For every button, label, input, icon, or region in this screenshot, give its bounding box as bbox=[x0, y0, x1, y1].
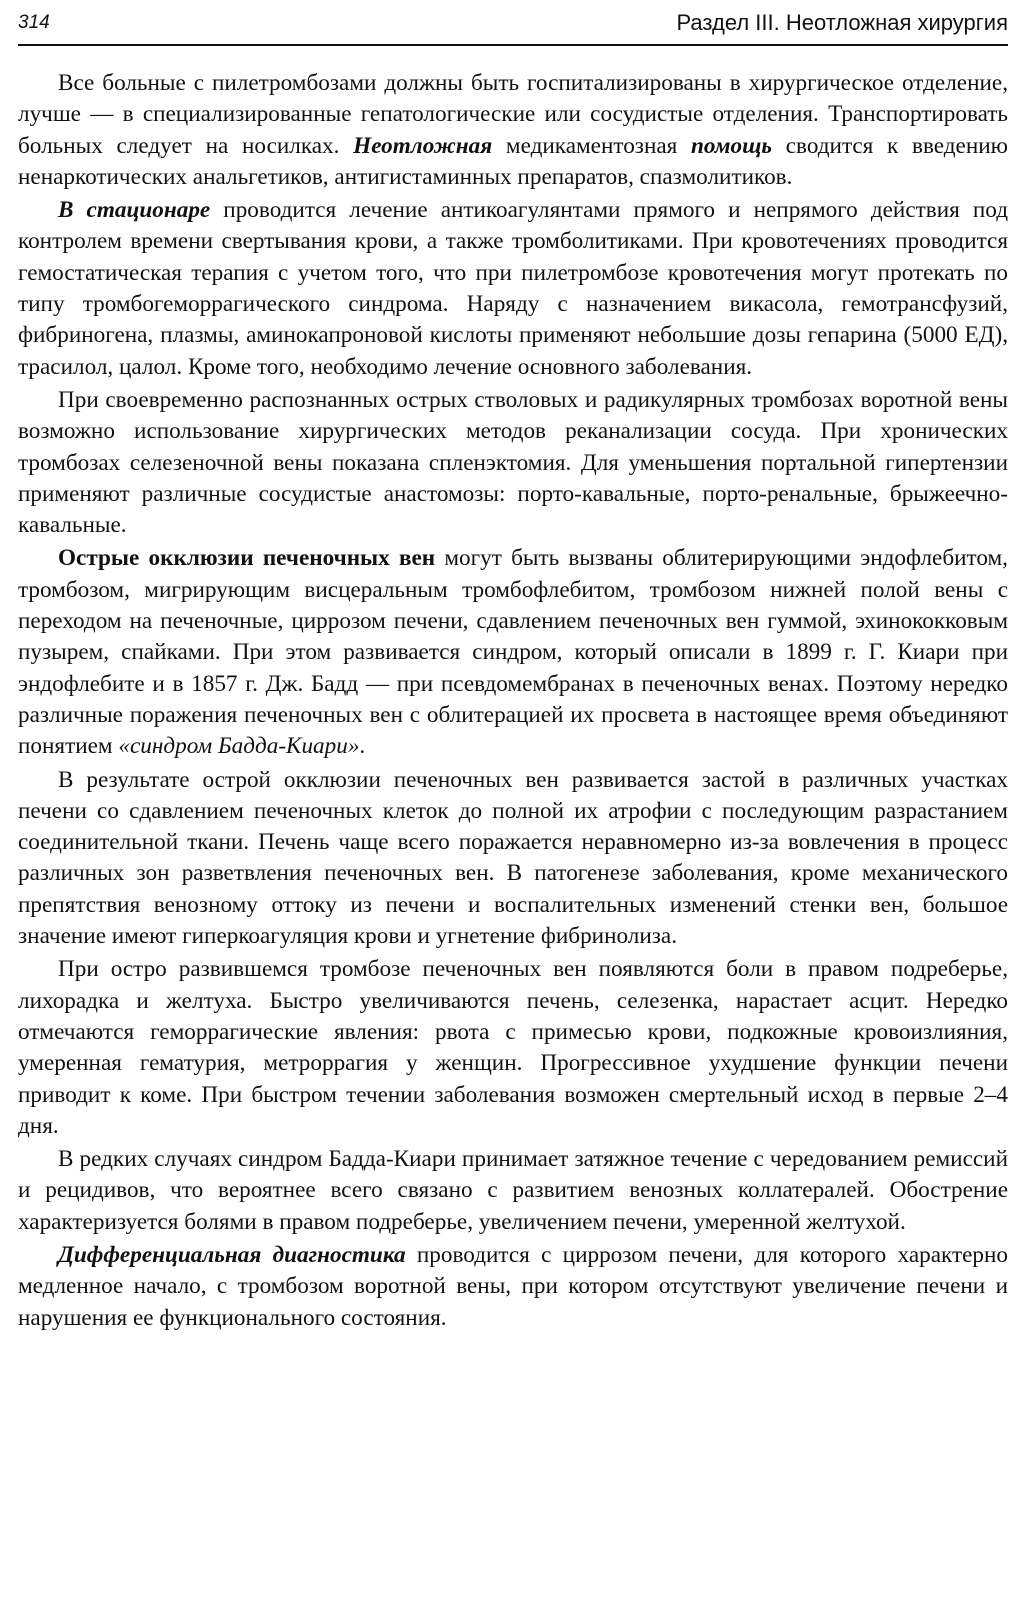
paragraph: Все больные с пилетромбозами должны быть госпитализированы в хирургическое отделение, лучше — в специализированные гепатологические или сосудистые отделения. Транспортировать больных следует на носилках. Неотложная медикаментозная помощь сводится к введению ненаркотических анальгетиков, антигистаминных препаратов, спазмолитиков. bbox=[18, 70, 1008, 190]
book-page bbox=[18, 0, 1008, 1600]
bold-term: Острые окклюзии печеночных вен bbox=[58, 545, 436, 572]
paragraph: В результате острой окклюзии печеночных вен развивается застой в различных участках печени со сдавлением печеночных клеток до полной их атрофии с последующим разрастанием соединительной ткани. Печень чаще всего поражается неравномерно из-за вовлечения в процесс различных зон разветвления печеночных вен. В патогенезе заболевания, кроме механического препятствия венозному оттоку из печени и воспалительных изменений стенки вен, большое значение имеют гиперкоагуляция крови и угнетение фибринолиза. bbox=[18, 766, 1008, 950]
page-number: 314 bbox=[18, 12, 50, 33]
paragraph: Острые окклюзии печеночных вен могут быть вызваны облитерирующими эндофлебитом, тромбозом, мигрирующим висцеральным тромбофлебитом, тромбозом нижней полой вены с переходом на печеночные, циррозом печени, сдавлением печеночных вен гуммой, эхинококковым пузырем, спайками. При этом развивается синдром, который описали в 1899 г. Г. Киари при эндофлебите и в 1857 г. Дж. Бадд — при псевдомембранах в печеночных венах. Поэтому нередко различные поражения печеночных вен с облитерацией их просвета в настоящее время объединяют понятием «синдром Бадда-Киари». bbox=[18, 545, 1008, 760]
paragraph: В редких случаях синдром Бадда-Киари принимает затяжное течение с чередованием ремиссий и рецидивов, что вероятнее всего связано с развитием венозных коллатералей. Обострение характеризуется болями в правом подреберье, увеличением печени, умеренной желтухой. bbox=[18, 1146, 1008, 1235]
emphasis: В стационаре bbox=[58, 197, 211, 224]
emphasis: Неотложная bbox=[353, 132, 493, 159]
paragraph: При своевременно распознанных острых стволовых и радикулярных тромбозах воротной вены возможно использование хирургических методов реканализации сосуда. При хронических тромбозах селезеночной вены показана спленэктомия. Для уменьшения портальной гипертензии применяют различные сосудистые анастомозы: порто-кавальные, порто-ренальные, брыжеечно-кавальные. bbox=[18, 386, 1008, 539]
emphasis: помощь bbox=[691, 132, 773, 159]
section-title: Раздел III. Неотложная хирургия bbox=[676, 10, 1008, 35]
emphasis: Дифференциальная диагностика bbox=[58, 1241, 406, 1268]
running-header bbox=[18, 0, 1008, 46]
paragraph: Дифференциальная диагностика проводится с циррозом печени, для которого характерно медленное начало, с тромбозом воротной вены, при котором отсутствуют увеличение печени и нарушения ее функционального состояния. bbox=[18, 1241, 1008, 1331]
italic-term: «синдром Бадда-Киари» bbox=[118, 733, 360, 760]
body-text bbox=[18, 68, 1008, 1334]
paragraph: При остро развившемся тромбозе печеночных вен появляются боли в правом подреберье, лихорадка и желтуха. Быстро увеличиваются печень, селезенка, нарастает асцит. Нередко отмечаются геморрагические явления: рвота с примесью крови, подкожные кровоизлияния, умеренная гематурия, метроррагия у женщин. Прогрессивное ухудшение функции печени приводит к коме. При быстром течении заболевания возможен смертельный исход в первые 2–4 дня. bbox=[18, 956, 1008, 1139]
paragraph: В стационаре проводится лечение антикоагулянтами прямого и непрямого действия под контролем времени свертывания крови, а также тромболитиками. При кровотечениях проводится гемостатическая терапия с учетом того, что при пилетромбозе кровотечения могут протекать по типу тромбогеморрагического синдрома. Наряду с назначением викасола, гемотрансфузий, фибриногена, плазмы, аминокапроновой кислоты применяют небольшие дозы гепарина (5000 ЕД), трасилол, цалол. Кроме того, необходимо лечение основного заболевания. bbox=[18, 197, 1008, 380]
